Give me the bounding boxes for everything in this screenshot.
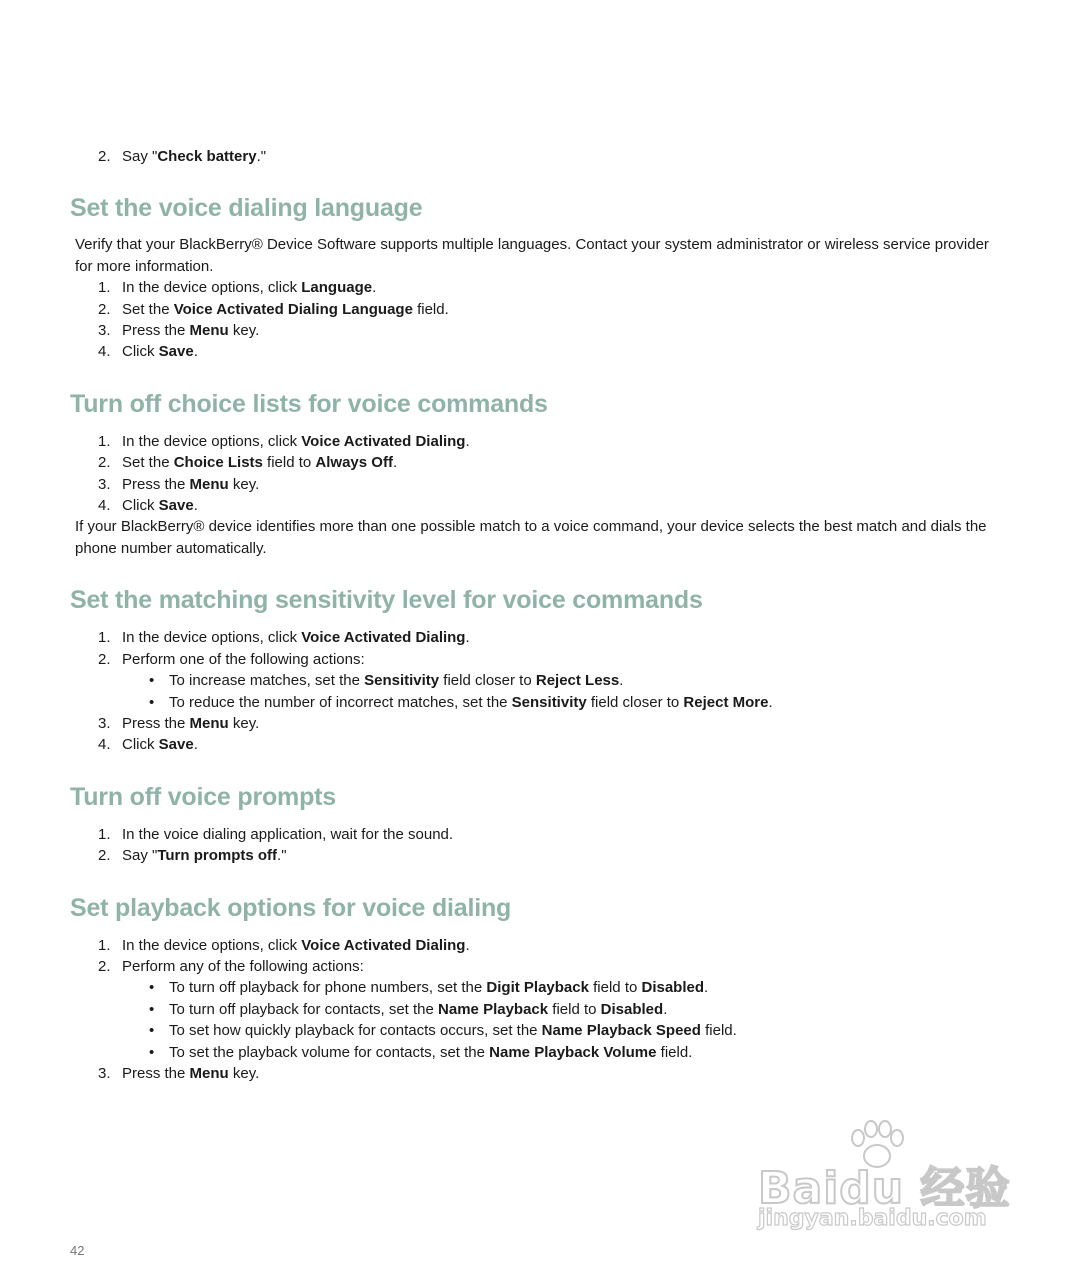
list-item: 3. Press the Menu key.	[98, 322, 260, 340]
section-voice-prompts	[70, 782, 1005, 867]
list-item: 4. Click Save.	[98, 343, 198, 361]
watermark-logo-text: Baidu 经验	[758, 1163, 1011, 1214]
page-content	[70, 146, 1005, 1084]
bullet-item: • To set how quickly playback for contacts occurs, set the Name Playback Speed field.	[149, 1022, 737, 1040]
section-choice-lists	[70, 389, 1005, 559]
baidu-watermark	[752, 1120, 1012, 1240]
section-paragraph: If your BlackBerry® device identifies more than one possible match to a voice command, your device selects the best match and dials the phone number automatically.	[75, 518, 987, 557]
list-item: 3. Press the Menu key.	[98, 1064, 260, 1082]
section-voice-dialing-language	[70, 194, 1005, 362]
section-paragraph: Verify that your BlackBerry® Device Software supports multiple languages. Contact your system administrator or wireless service provider for more information.	[75, 236, 989, 275]
section-heading: Turn off choice lists for voice commands	[70, 389, 548, 418]
list-item: 1. In the device options, click Language.	[98, 279, 377, 297]
list-item: 2. Say "Turn prompts off."	[98, 847, 287, 865]
section-playback-options	[70, 893, 1005, 1085]
section-heading: Turn off voice prompts	[70, 782, 336, 811]
list-item: 1. In the device options, click Voice Activated Dialing.	[98, 629, 470, 647]
list-item: 1. In the device options, click Voice Activated Dialing.	[98, 432, 470, 450]
bullet-item: • To set the playback volume for contacts, set the Name Playback Volume field.	[149, 1043, 693, 1061]
list-item: 3. Press the Menu key.	[98, 475, 260, 493]
page-number: 42	[70, 1243, 85, 1258]
list-item: 2. Perform any of the following actions:	[98, 957, 364, 975]
bullet-item: • To turn off playback for phone numbers, set the Digit Playback field to Disabled.	[149, 979, 709, 997]
list-item: 2. Set the Voice Activated Dialing Language field.	[98, 300, 449, 318]
list-item: 4. Click Save.	[98, 736, 198, 754]
list-item: 1. In the device options, click Voice Activated Dialing.	[98, 936, 470, 954]
bullet-item: • To increase matches, set the Sensitivity field closer to Reject Less.	[149, 672, 624, 690]
list-item: 2. Set the Choice Lists field to Always Off.	[98, 454, 398, 472]
watermark-url: jingyan.baidu.com	[758, 1206, 987, 1231]
section-matching-sensitivity	[70, 586, 1005, 755]
list-item: 4. Click Save.	[98, 497, 198, 515]
section-heading: Set the voice dialing language	[70, 194, 423, 223]
section-heading: Set the matching sensitivity level for voice commands	[70, 586, 703, 615]
section-heading: Set playback options for voice dialing	[70, 893, 512, 922]
list-item: 1. In the voice dialing application, wait for the sound.	[98, 825, 454, 843]
bullet-item: • To turn off playback for contacts, set the Name Playback field to Disabled.	[149, 1000, 668, 1018]
list-item: 2. Perform one of the following actions:	[98, 650, 365, 668]
list-item: 3. Press the Menu key.	[98, 714, 260, 732]
bullet-item: • To reduce the number of incorrect matches, set the Sensitivity field closer to Reject More.	[149, 693, 773, 711]
intro-step: 2. Say "Check battery."	[98, 148, 267, 165]
